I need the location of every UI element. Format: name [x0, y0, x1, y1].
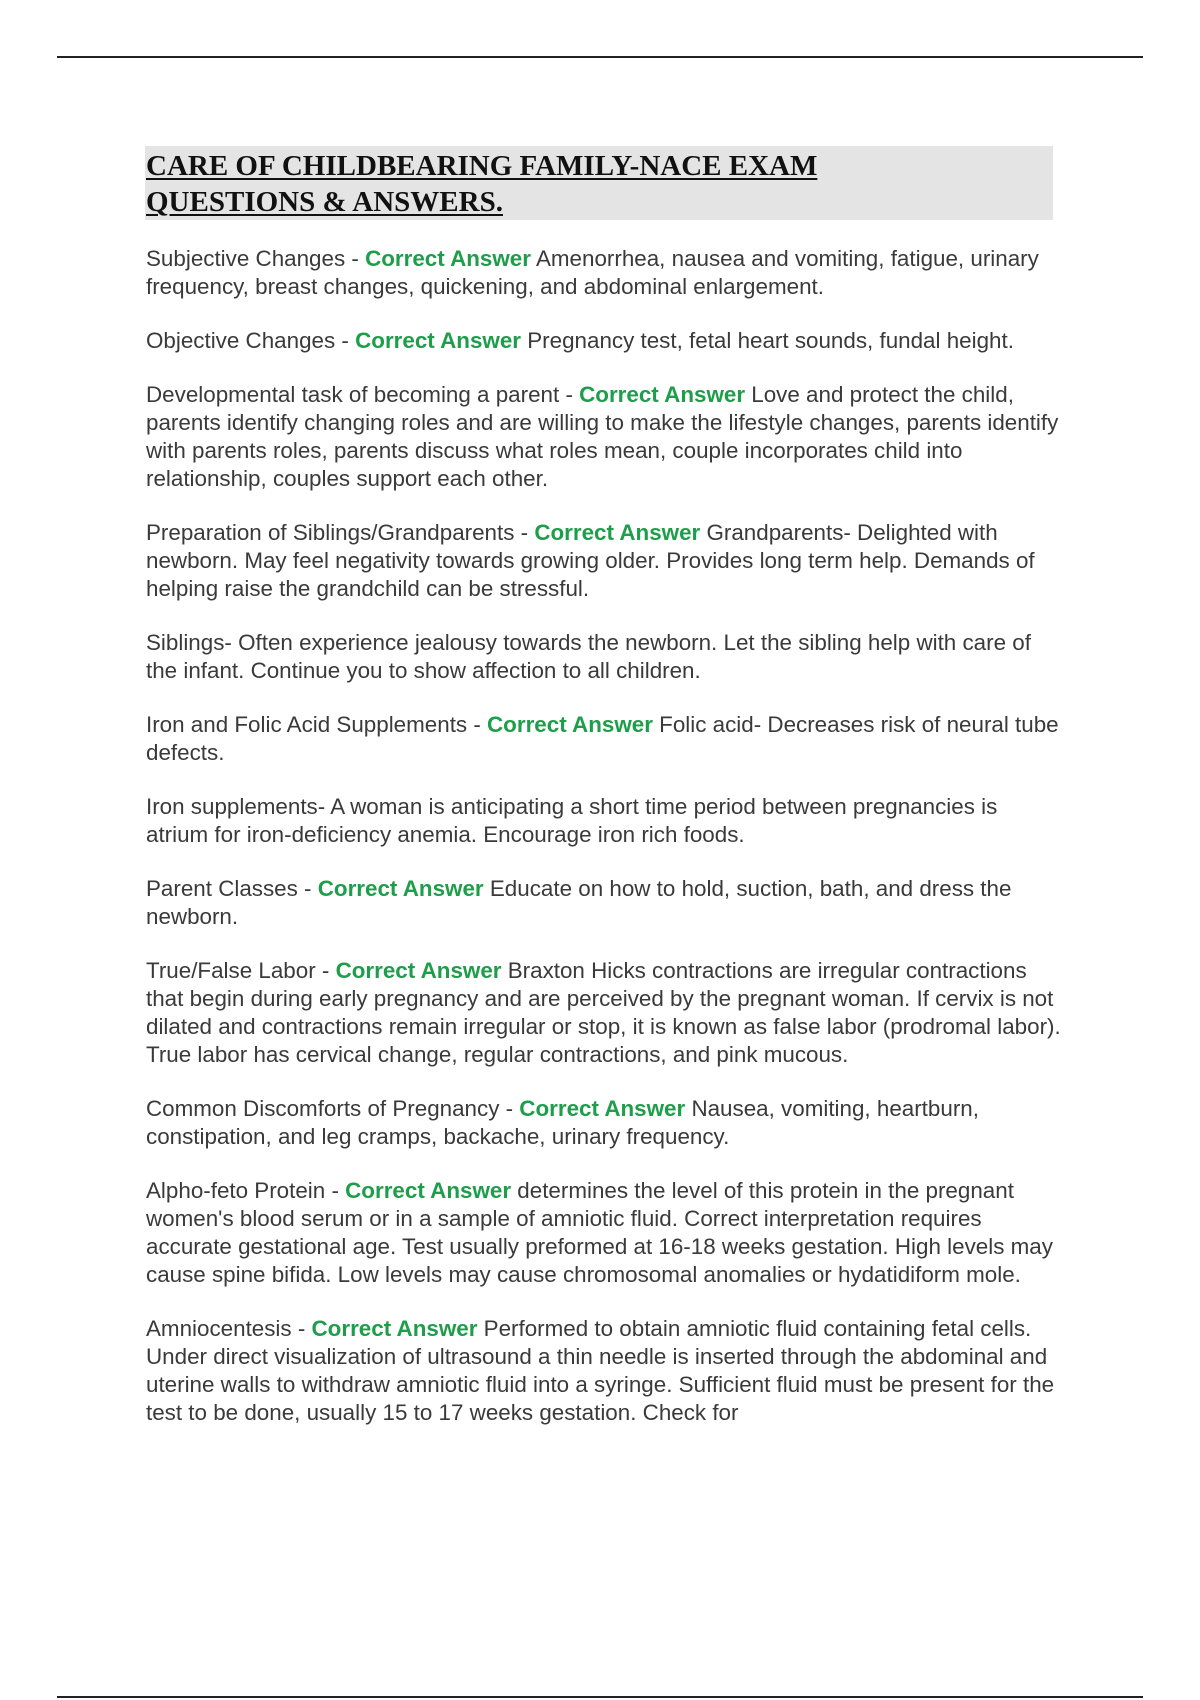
entry-answer: Pregnancy test, fetal heart sounds, fundal height. — [521, 328, 1014, 353]
continuation-paragraph — [146, 793, 1061, 849]
title-line-1: CARE OF CHILDBEARING FAMILY-NACE EXAM — [146, 150, 818, 182]
entry-answer: Amenorrhea, nausea and vomiting, fatigue, urinary frequency, breast changes, quickening, and abdominal enlargement. — [146, 246, 1039, 299]
entry-term: Preparation of Siblings/Grandparents - — [146, 520, 535, 545]
qa-entry — [146, 1095, 1061, 1151]
correct-answer-label: Correct Answer — [317, 876, 484, 901]
document-title — [146, 148, 906, 220]
entry-term: Developmental task of becoming a parent - — [146, 382, 580, 407]
correct-answer-label: Correct Answer — [519, 1096, 686, 1121]
paragraph-text: Siblings- Often experience jealousy towards the newborn. Let the sibling help with care of the infant. Continue you to show affection to all children. — [146, 630, 1031, 683]
qa-entry — [146, 957, 1061, 1069]
entry-term: Parent Classes - — [146, 876, 318, 901]
entry-answer: Love and protect the child, parents identify changing roles and are willing to make the lifestyle changes, parents identify with parents roles, parents discuss what roles mean, couple incorporates child into relationship, couples support each other. — [146, 382, 1059, 491]
qa-entry — [146, 875, 1061, 931]
correct-answer-label: Correct Answer — [355, 328, 522, 353]
qa-entry — [146, 381, 1061, 493]
qa-entry — [146, 327, 1061, 355]
continuation-paragraph — [146, 629, 1061, 685]
title-line-2: QUESTIONS & ANSWERS. — [146, 186, 503, 218]
entry-term: Subjective Changes - — [146, 246, 366, 271]
entry-answer: Nausea, vomiting, heartburn, constipation, and leg cramps, backache, urinary frequency. — [146, 1096, 979, 1149]
page-bottom-rule — [57, 1696, 1143, 1698]
correct-answer-label: Correct Answer — [365, 246, 531, 271]
entry-answer: Educate on how to hold, suction, bath, and dress the newborn. — [146, 876, 1012, 929]
qa-entry — [146, 519, 1061, 603]
entry-answer: Folic acid- Decreases risk of neural tube defects. — [146, 712, 1059, 765]
qa-list — [146, 245, 1061, 1453]
entry-term: Alpho-feto Protein - — [146, 1178, 346, 1203]
entry-answer: determines the level of this protein in the pregnant women's blood serum or in a sample of amniotic fluid. Correct interpretation requires accurate gestational age. Test usually preformed at 16-18 weeks gestation. High levels may cause spine bifida. Low levels may cause chromosomal anomalies or hydatidiform mole. — [146, 1178, 1053, 1287]
qa-entry — [146, 711, 1061, 767]
correct-answer-label: Correct Answer — [311, 1316, 478, 1341]
entry-answer: Grandparents- Delighted with newborn. May feel negativity towards growing older. Provides long term help. Demands of helping raise the grandchild can be stressful. — [146, 520, 1035, 601]
entry-term: Common Discomforts of Pregnancy - — [146, 1096, 520, 1121]
qa-entry — [146, 245, 1061, 301]
correct-answer-label: Correct Answer — [579, 382, 746, 407]
entry-term: Objective Changes - — [146, 328, 356, 353]
page-top-rule — [57, 56, 1143, 58]
entry-term: Iron and Folic Acid Supplements - — [146, 712, 488, 737]
entry-term: True/False Labor - — [146, 958, 336, 983]
correct-answer-label: Correct Answer — [487, 712, 653, 737]
correct-answer-label: Correct Answer — [534, 520, 701, 545]
qa-entry — [146, 1315, 1061, 1427]
entry-answer: Braxton Hicks contractions are irregular contractions that begin during early pregnancy and are perceived by the pregnant woman. If cervix is not dilated and contractions remain irregular or stop, it is known as false labor (prodromal labor). True labor has cervical change, regular contractions, and pink mucous. — [146, 958, 1061, 1067]
correct-answer-label: Correct Answer — [335, 958, 502, 983]
correct-answer-label: Correct Answer — [345, 1178, 512, 1203]
qa-entry — [146, 1177, 1061, 1289]
entry-term: Amniocentesis - — [146, 1316, 312, 1341]
paragraph-text: Iron supplements- A woman is anticipating a short time period between pregnancies is atrium for iron-deficiency anemia. Encourage iron rich foods. — [146, 794, 998, 847]
entry-answer: Performed to obtain amniotic fluid containing fetal cells. Under direct visualization of ultrasound a thin needle is inserted through the abdominal and uterine walls to withdraw amniotic fluid into a syringe. Sufficient fluid must be present for the test to be done, usually 15 to 17 weeks gestation. Check for — [146, 1316, 1055, 1425]
